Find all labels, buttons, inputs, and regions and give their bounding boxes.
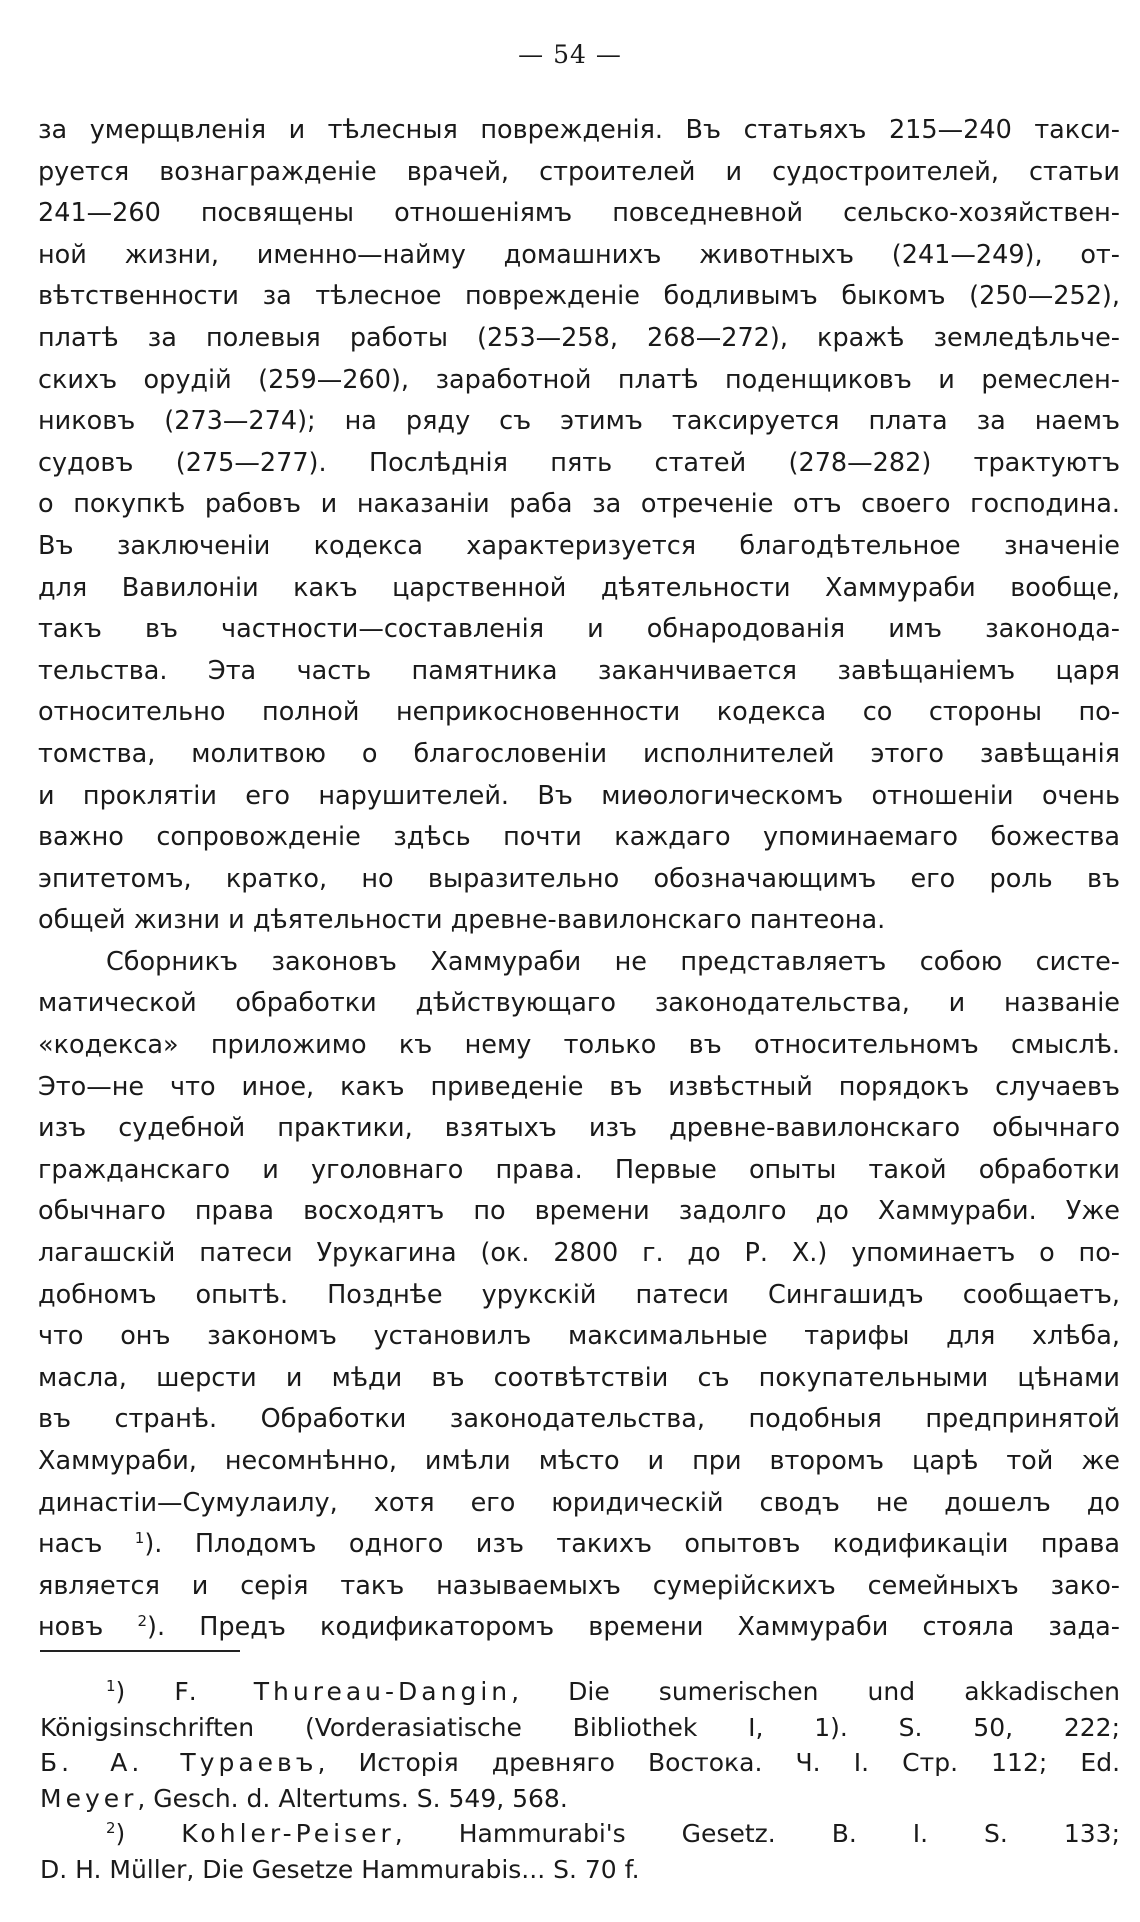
text-line: скихъ орудій (259—260), заработной платѣ поденщиковъ и ремеслен-: [38, 364, 1120, 395]
text-line: никовъ (273—274); на ряду съ этимъ таксируется плата за наемъ: [38, 406, 1120, 437]
text-line: судовъ (275—277). Послѣднія пять статей (278—282) трактуютъ: [38, 447, 1120, 478]
text-fragment: ). Плодомъ одного изъ такихъ опытовъ кодификаціи права: [144, 1529, 1120, 1560]
text-fragment: , Die sumerischen und akkadischen: [511, 1677, 1121, 1706]
text-line: «кодекса» приложимо къ нему только въ относительномъ смыслѣ.: [38, 1030, 1120, 1061]
footnote-author: Meyer: [40, 1783, 138, 1813]
footnote-author: Б. А. Тураевъ: [40, 1748, 318, 1777]
main-text: [38, 110, 1120, 1649]
text-fragment: насъ: [38, 1529, 135, 1560]
text-line: Это—не что иное, какъ приведеніе въ извѣстный порядокъ случаевъ: [38, 1071, 1120, 1102]
footnote-2-line: D. H. Müller, Die Gesetze Hammurabis... S. 70 f.: [40, 1854, 640, 1884]
footnote-2-mark: 2: [106, 1819, 116, 1837]
text-line: 241—260 посвящены отношеніямъ повседневной сельско-хозяйствен-: [38, 198, 1120, 229]
footnote-author: F. Thureau-Dangin: [174, 1677, 512, 1706]
text-line: тельства. Эта часть памятника заканчивается завѣщаніемъ царя: [38, 655, 1120, 686]
footnote-1-line: [40, 1781, 1120, 1817]
footnote-1-line: $^1$) F. Thureau-Dangin, Die sumerischen und akkadischen: [106, 1677, 1121, 1706]
text-line: является и серія такъ называемыхъ сумерійскихъ семейныхъ зако-: [38, 1570, 1120, 1601]
text-line: династіи—Сумулаилу, хотя его юридическій сводъ не дошелъ до: [38, 1487, 1120, 1518]
text-line: масла, шерсти и мѣди въ соотвѣтствіи съ покупательными цѣнами: [38, 1362, 1120, 1393]
text-line-with-footnote-ref: [38, 1524, 1120, 1566]
text-line: за умерщвленія и тѣлесныя поврежденія. Въ статьяхъ 215—240 такси-: [38, 115, 1120, 145]
text-line: обычнаго права восходятъ по времени задолго до Хаммураби. Уже: [38, 1196, 1120, 1227]
text-line: о покупкѣ рабовъ и наказаніи раба за отреченіе отъ своего господина.: [38, 489, 1120, 520]
text-line: вѣтственности за тѣлесное поврежденіе бодливымъ быкомъ (250—252),: [38, 281, 1120, 312]
footnote-author: Kohler-Peiser: [181, 1819, 395, 1848]
text-fragment: ). Предъ кодификаторомъ времени Хаммураби стояла зада-: [147, 1612, 1120, 1643]
footnote-1-line: [40, 1745, 1120, 1781]
text-line: матической обработки дѣйствующаго законодательства, и названіе: [38, 988, 1120, 1019]
footnote-ref-2[interactable]: 2: [137, 1612, 148, 1631]
text-line: важно сопровожденіе здѣсь почти каждаго упоминаемаго божества: [38, 822, 1120, 853]
text-line: ной жизни, именно—найму домашнихъ животныхъ (241—249), от-: [38, 239, 1120, 270]
text-line: изъ судебной практики, взятыхъ изъ древне-вавилонскаго обычнаго: [38, 1113, 1120, 1144]
footnote-divider: [40, 1650, 240, 1652]
text-line: томства, молитвою о благословеніи исполнителей этого завѣщанія: [38, 738, 1120, 769]
footnote-1-mark: 1: [106, 1677, 116, 1695]
paragraph-start-line: Сборникъ законовъ Хаммураби не представляетъ собою систе-: [106, 946, 1120, 977]
text-line: платѣ за полевыя работы (253—258, 268—272), кражѣ земледѣльче-: [38, 322, 1120, 353]
footnote-ref-1[interactable]: 1: [134, 1529, 145, 1548]
text-line: Хаммураби, несомнѣнно, имѣли мѣсто и при второмъ царѣ той же: [38, 1446, 1120, 1476]
text-fragment: новъ: [38, 1612, 138, 1643]
text-line: добномъ опытѣ. Позднѣе урукскій патеси Сингашидъ сообщаетъ,: [38, 1279, 1120, 1310]
text-line: относительно полной неприкосновенности кодекса со стороны по-: [38, 697, 1120, 728]
footnote-2-line: $^2$) Kohler-Peiser, Hammurabi's Gesetz. B. I. S. 133;: [106, 1819, 1120, 1848]
text-line: Въ заключеніи кодекса характеризуется благодѣтельное значеніе: [38, 530, 1120, 561]
text-line-with-footnote-ref: [38, 1607, 1120, 1649]
footnotes: [40, 1674, 1120, 1887]
text-fragment: , Исторія древняго Востока. Ч. I. Стр. 112; Ed.: [317, 1748, 1121, 1777]
text-line: эпитетомъ, кратко, но выразительно обозначающимъ его роль въ: [38, 863, 1120, 894]
text-line: лагашскій патеси Урукагина (ок. 2800 г. до Р. Х.) упоминаетъ о по-: [38, 1238, 1120, 1269]
footnote-1-line: Königsinschriften (Vorderasiatische Bibliothek I, 1). S. 50, 222;: [40, 1712, 1120, 1742]
text-line: общей жизни и дѣятельности древне-вавилонскаго пантеона.: [38, 905, 886, 936]
page-number: — 54 —: [518, 40, 622, 69]
text-fragment: , Hammurabi's Gesetz. B. I. S. 133;: [394, 1819, 1120, 1848]
text-line: для Вавилоніи какъ царственной дѣятельности Хаммураби вообще,: [38, 572, 1120, 603]
text-line: и проклятіи его нарушителей. Въ миѳологическомъ отношеніи очень: [38, 780, 1120, 811]
text-line: руется вознагражденіе врачей, строителей и судостроителей, статьи: [38, 156, 1120, 187]
text-fragment: , Gesch. d. Altertums. S. 549, 568.: [137, 1783, 568, 1813]
text-line: такъ въ частности—составленія и обнародованія имъ законода-: [38, 614, 1120, 645]
text-line: гражданскаго и уголовнаго права. Первые опыты такой обработки: [38, 1154, 1120, 1185]
text-line: въ странѣ. Обработки законодательства, подобныя предпринятой: [38, 1404, 1120, 1435]
text-line: что онъ закономъ установилъ максимальные тарифы для хлѣба,: [38, 1321, 1120, 1352]
